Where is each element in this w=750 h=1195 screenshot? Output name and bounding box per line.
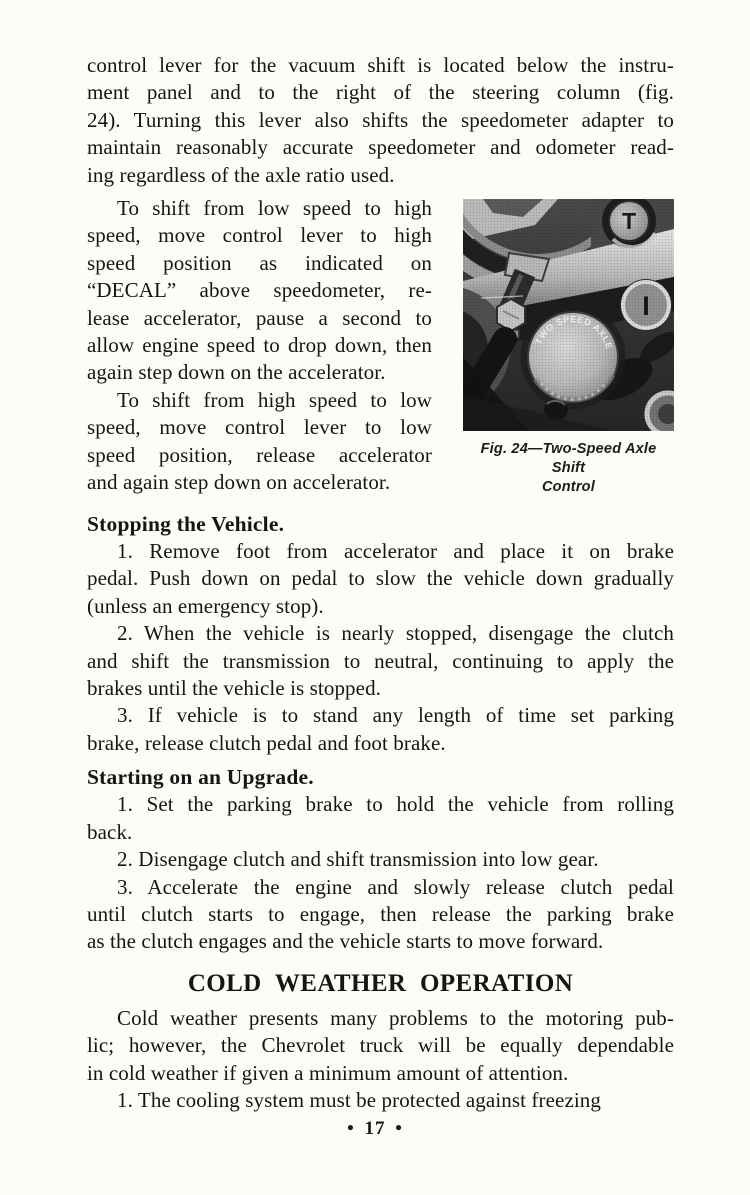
text-line: in cold weather if given a minimum amount of attention. xyxy=(87,1060,569,1085)
text-line: 3. Accelerate the engine and slowly release clutch pedal xyxy=(117,874,674,899)
upgrade-item-2 xyxy=(87,846,674,873)
two-speed-axle-photo xyxy=(463,199,674,431)
text-line: until clutch starts to engage, then release the parking brake xyxy=(87,901,674,926)
text-line: Cold weather presents many problems to the motoring pub- xyxy=(117,1005,674,1030)
text-line: brake, release clutch pedal and foot brake. xyxy=(87,730,446,755)
shift-instructions-block xyxy=(87,195,674,497)
text-line: (unless an emergency stop). xyxy=(87,593,324,618)
text-line: again step down on the accelerator. xyxy=(87,360,386,385)
stopping-item-2 xyxy=(87,620,674,702)
upgrade-item-1 xyxy=(87,791,674,846)
text-line: 1. Set the parking brake to hold the vehicle from rolling xyxy=(117,792,674,817)
upgrade-item-3 xyxy=(87,874,674,956)
figure-caption xyxy=(463,440,674,497)
text-line: speed position, release accelerator xyxy=(87,442,432,467)
upgrade-heading: Starting on an Upgrade. xyxy=(87,765,314,790)
stopping-heading: Stopping the Vehicle. xyxy=(87,512,285,537)
text-line: speed position as indicated on xyxy=(87,250,432,275)
page-number: • 17 • xyxy=(347,1118,403,1139)
text-line: 1. Remove foot from accelerator and place it on brake xyxy=(117,539,674,564)
text-line: allow engine speed to drop down, then xyxy=(87,333,432,358)
text-line: 1. The cooling system must be protected against freezing xyxy=(117,1087,601,1112)
stopping-item-1 xyxy=(87,538,674,620)
cold-weather-heading: COLD WEATHER OPERATION xyxy=(187,969,574,997)
text-line: brakes until the vehicle is stopped. xyxy=(87,676,382,701)
text-line: 3. If vehicle is to stand any length of time set parking xyxy=(117,703,674,728)
text-line: ment panel and to the right of the steering column (fig. xyxy=(87,80,674,105)
text-line: To shift from low speed to high xyxy=(117,196,432,221)
text-line: speed, move control lever to low xyxy=(87,415,432,440)
text-line: lease accelerator, pause a second to xyxy=(87,305,432,330)
text-line: as the clutch engages and the vehicle starts to move forward. xyxy=(87,929,604,954)
text-line: 2. Disengage clutch and shift transmission into low gear. xyxy=(117,847,599,872)
figure-24 xyxy=(463,199,674,497)
text-line: speed, move control lever to high xyxy=(87,223,432,248)
text-line: lic; however, the Chevrolet truck will be equally dependable xyxy=(87,1033,674,1058)
text-line: 2. When the vehicle is nearly stopped, disengage the clutch xyxy=(117,621,674,646)
figure-caption-line1: Fig. 24—Two-Speed Axle Shift xyxy=(480,441,657,477)
page-content xyxy=(87,52,674,1114)
text-line: To shift from high speed to low xyxy=(117,387,432,412)
text-line: and shift the transmission to neutral, continuing to apply the xyxy=(87,648,674,673)
text-line: control lever for the vacuum shift is located below the instru- xyxy=(87,53,674,77)
text-line: 24). Turning this lever also shifts the speedometer adapter to xyxy=(87,107,674,132)
cold-weather-item-1 xyxy=(87,1087,674,1114)
text-line: maintain reasonably accurate speedometer and odometer read- xyxy=(87,135,674,160)
text-line: pedal. Push down on pedal to slow the vehicle down gradually xyxy=(87,566,674,591)
text-line: and again step down on accelerator. xyxy=(87,470,391,495)
cold-weather-paragraph xyxy=(87,1005,674,1087)
text-line: back. xyxy=(87,819,133,844)
text-line: ing regardless of the axle ratio used. xyxy=(87,162,395,187)
stopping-item-3 xyxy=(87,702,674,757)
intro-paragraph xyxy=(87,52,674,189)
text-line: “DECAL” above speedometer, re- xyxy=(87,278,432,303)
figure-caption-line2: Control xyxy=(542,479,595,496)
